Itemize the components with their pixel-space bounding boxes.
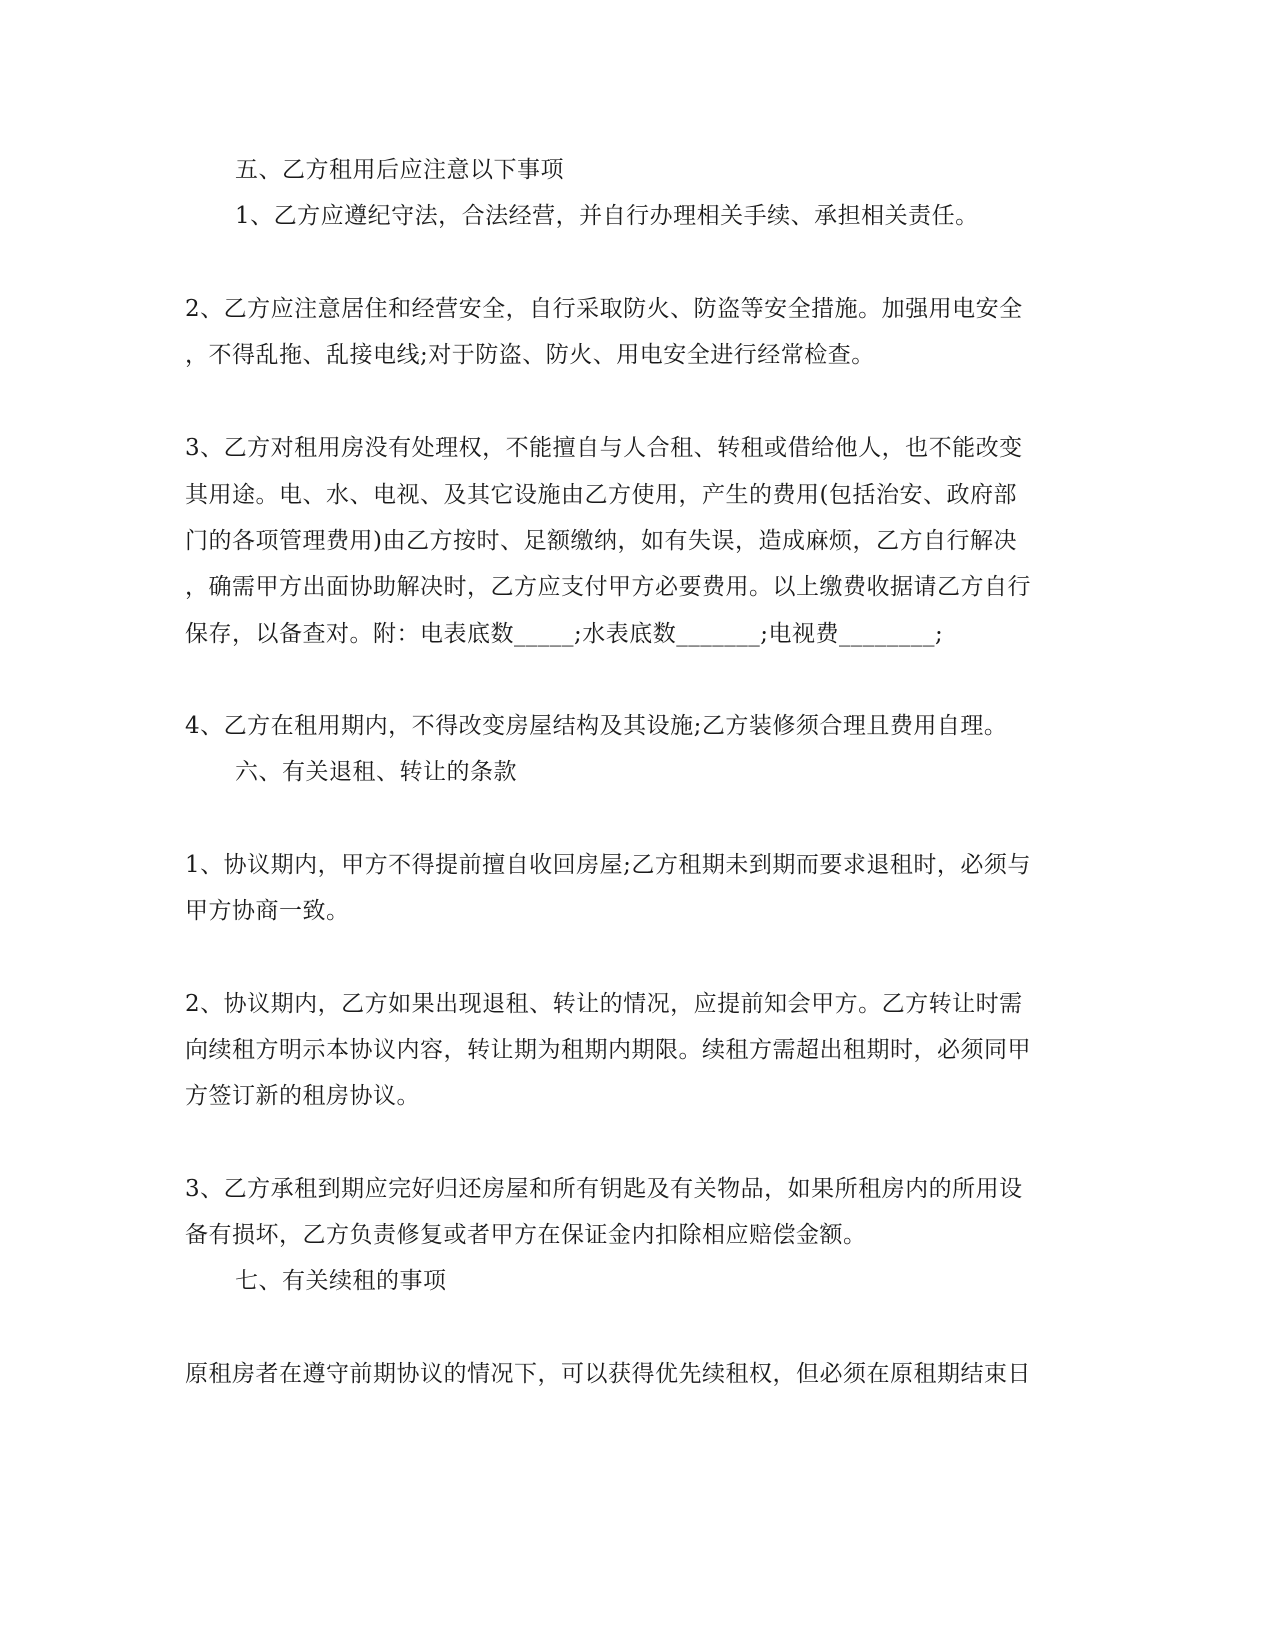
paragraph-line: 保存，以备查对。附：电表底数_____;水表底数_______;电视费________; [185, 621, 944, 647]
paragraph-line: 甲方协商一致。 [185, 898, 350, 924]
paragraph-line: 2、协议期内，乙方如果出现退租、转让的情况，应提前知会甲方。乙方转让时需 [185, 991, 1023, 1017]
paragraph-line: 原租房者在遵守前期协议的情况下，可以获得优先续租权，但必须在原租期结束日 [185, 1361, 1031, 1387]
section-heading-7: 七、有关续租的事项 [235, 1268, 447, 1294]
paragraph-line: ，确需甲方出面协助解决时，乙方应支付甲方必要费用。以上缴费收据请乙方自行 [185, 574, 1031, 600]
section-heading-6: 六、有关退租、转让的条款 [235, 759, 517, 785]
paragraph-line: 备有损坏，乙方负责修复或者甲方在保证金内扣除相应赔偿金额。 [185, 1222, 867, 1248]
paragraph-line: 1、乙方应遵纪守法，合法经营，并自行办理相关手续、承担相关责任。 [235, 203, 979, 229]
paragraph-line: 门的各项管理费用)由乙方按时、足额缴纳，如有失误，造成麻烦，乙方自行解决 [185, 528, 1017, 554]
paragraph-line: 4、乙方在租用期内，不得改变房屋结构及其设施;乙方装修须合理且费用自理。 [185, 713, 1008, 739]
paragraph-line: 3、乙方对租用房没有处理权，不能擅自与人合租、转租或借给他人，也不能改变 [185, 435, 1023, 461]
paragraph-line: 向续租方明示本协议内容，转让期为租期内期限。续租方需超出租期时，必须同甲 [185, 1037, 1031, 1063]
paragraph-line: ，不得乱拖、乱接电线;对于防盗、防火、用电安全进行经常检查。 [185, 342, 875, 368]
paragraph-line: 方签订新的租房协议。 [185, 1083, 420, 1109]
paragraph-line: 3、乙方承租到期应完好归还房屋和所有钥匙及有关物品，如果所租房内的所用设 [185, 1176, 1023, 1202]
paragraph-line: 其用途。电、水、电视、及其它设施由乙方使用，产生的费用(包括治安、政府部 [185, 482, 1017, 508]
paragraph-line: 1、协议期内，甲方不得提前擅自收回房屋;乙方租期未到期而要求退租时，必须与 [185, 852, 1031, 878]
section-heading-5: 五、乙方租用后应注意以下事项 [235, 157, 564, 183]
paragraph-line: 2、乙方应注意居住和经营安全，自行采取防火、防盗等安全措施。加强用电安全 [185, 296, 1023, 322]
